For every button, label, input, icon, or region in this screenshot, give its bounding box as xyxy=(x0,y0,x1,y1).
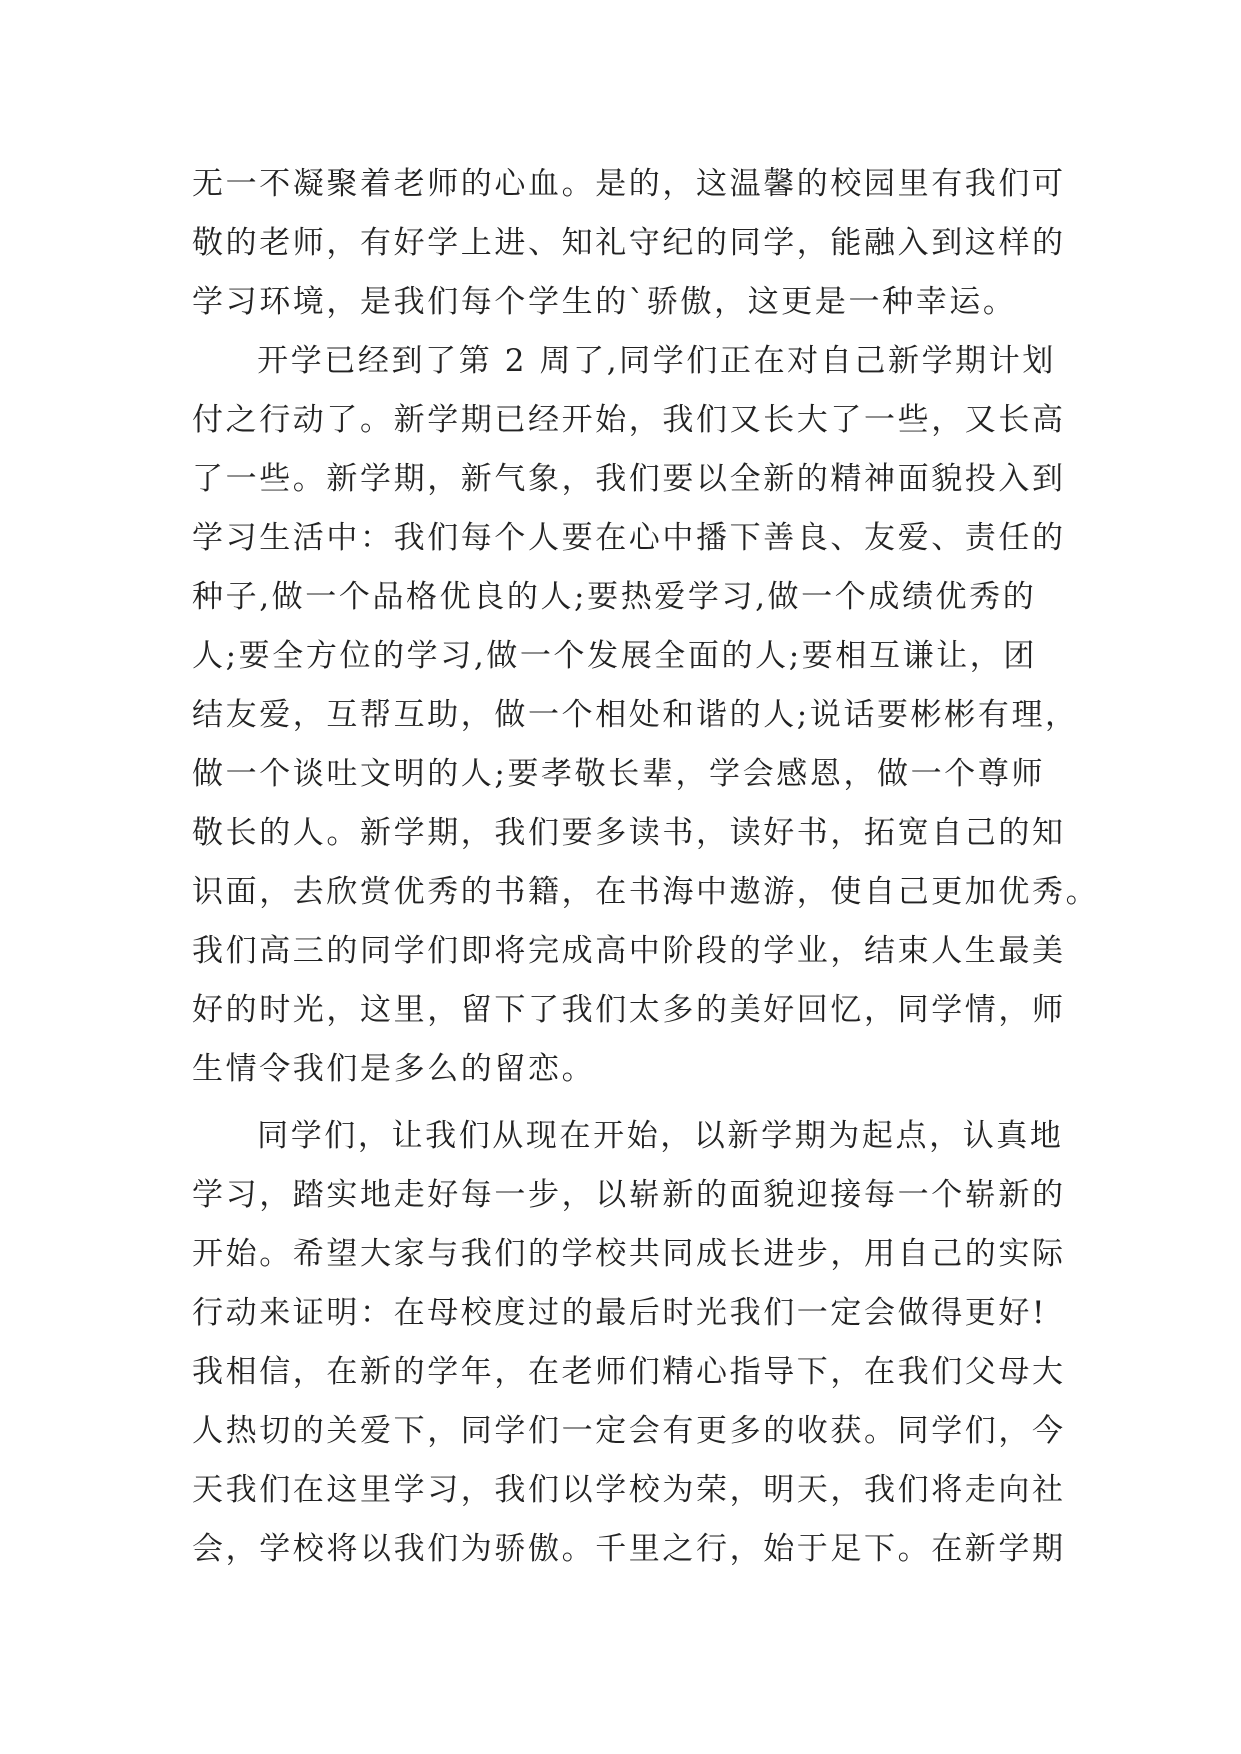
text-line: 学习环境，是我们每个学生的`骄傲，这更是一种幸运。 xyxy=(192,284,1017,320)
text-line: 学习生活中：我们每个人要在心中播下善良、友爱、责任的 xyxy=(192,520,1066,556)
text-line: 我们高三的同学们即将完成高中阶段的学业，结束人生最美 xyxy=(192,933,1066,969)
text-line: 种子,做一个品格优良的人;要热爱学习,做一个成绩优秀的 xyxy=(192,579,1037,615)
text-line: 了一些。新学期，新气象，我们要以全新的精神面貌投入到 xyxy=(192,461,1066,497)
text-line: 天我们在这里学习，我们以学校为荣，明天，我们将走向社 xyxy=(192,1472,1066,1508)
text-line: 结友爱，互帮互助，做一个相处和谐的人;说话要彬彬有理， xyxy=(192,697,1079,733)
text-line: 行动来证明：在母校度过的最后时光我们一定会做得更好! xyxy=(192,1295,1048,1331)
text-line: 会，学校将以我们为骄傲。千里之行，始于足下。在新学期 xyxy=(192,1531,1066,1567)
text-line: 开始。希望大家与我们的学校共同成长进步，用自己的实际 xyxy=(192,1236,1066,1272)
text-line: 人;要全方位的学习,做一个发展全面的人;要相互谦让，团 xyxy=(192,638,1037,674)
text-line: 学习，踏实地走好每一步，以崭新的面貌迎接每一个崭新的 xyxy=(192,1177,1066,1213)
text-line: 我相信，在新的学年，在老师们精心指导下，在我们父母大 xyxy=(192,1354,1066,1390)
text-line: 识面，去欣赏优秀的书籍，在书海中遨游，使自己更加优秀。 xyxy=(192,874,1100,910)
text-line: 无一不凝聚着老师的心血。是的，这温馨的校园里有我们可 xyxy=(192,166,1066,202)
paragraph-first-line: 开学已经到了第 2 周了,同学们正在对自己新学期计划 xyxy=(257,343,1056,379)
text-line: 做一个谈吐文明的人;要孝敬长辈，学会感恩，做一个尊师 xyxy=(192,756,1046,792)
text-line: 敬的老师，有好学上进、知礼守纪的同学，能融入到这样的 xyxy=(192,225,1066,261)
text-line: 敬长的人。新学期，我们要多读书，读好书，拓宽自己的知 xyxy=(192,815,1066,851)
text-line: 生情令我们是多么的留恋。 xyxy=(192,1051,596,1087)
text-line: 付之行动了。新学期已经开始，我们又长大了一些，又长高 xyxy=(192,402,1066,438)
paragraph-first-line: 同学们，让我们从现在开始，以新学期为起点，认真地 xyxy=(257,1118,1064,1154)
text-line: 人热切的关爱下，同学们一定会有更多的收获。同学们，今 xyxy=(192,1413,1066,1449)
text-line: 好的时光，这里，留下了我们太多的美好回忆，同学情，师 xyxy=(192,992,1066,1028)
paragraph-gap xyxy=(192,1099,1072,1107)
body-text xyxy=(192,155,1100,1579)
